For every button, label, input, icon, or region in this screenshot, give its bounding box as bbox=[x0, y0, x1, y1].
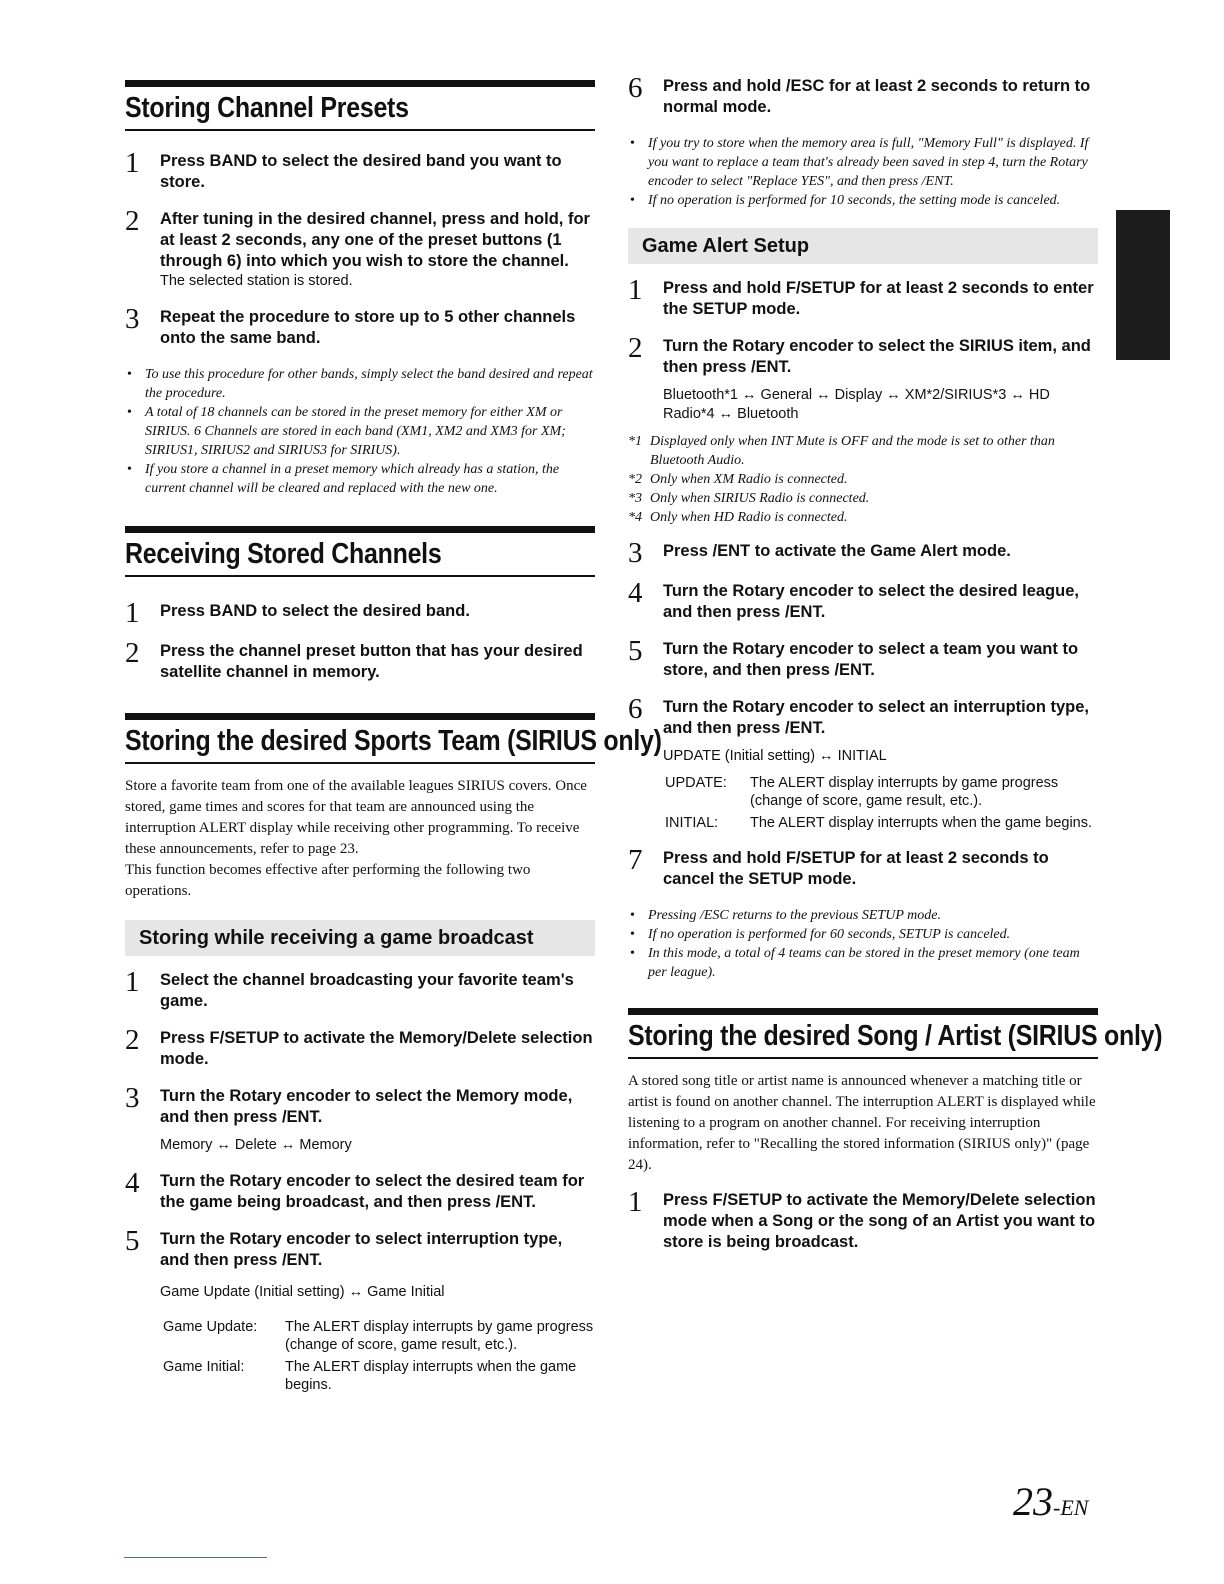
step-item: 4 Turn the Rotary encoder to select the desired team for the game being broadcast, and then press /ENT. bbox=[125, 1167, 585, 1211]
subsection-title: Game Alert Setup bbox=[628, 228, 1098, 264]
note-item: • Pressing /ESC returns to the previous SETUP mode. bbox=[628, 906, 1098, 925]
step-item: 4 Turn the Rotary encoder to select the desired league, and then press /ENT. bbox=[628, 577, 1079, 621]
section-title: Storing the desired Song / Artist (SIRIUS only) bbox=[628, 1020, 1163, 1052]
left-column bbox=[125, 80, 662, 1394]
page-number: 23-EN bbox=[1013, 1479, 1089, 1524]
step-item: 5 Turn the Rotary encoder to select interruption type, and then press /ENT. Game Update (Initial setting) ↔ Game Initial bbox=[125, 1225, 563, 1300]
note-item: • If no operation is performed for 60 seconds, SETUP is canceled. bbox=[628, 925, 1098, 944]
step-item: 1 Press and hold F/SETUP for at least 2 seconds to enter the SETUP mode. bbox=[628, 274, 1094, 318]
note-item: • If you store a channel in a preset memory which already has a station, the current channel will be cleared and replaced with the new one. bbox=[125, 460, 595, 498]
footnotes: *1 Displayed only when INT Mute is OFF and the mode is set to other than Bluetooth Audio. *2 Only when XM Radio is connected. *3 Only when SIRIUS Radio is connected. *4 Only when HD Radio is connected. bbox=[628, 434, 1055, 525]
note-item: • If no operation is performed for 10 seconds, the setting mode is canceled. bbox=[628, 191, 1098, 210]
note-item: • To use this procedure for other bands, simply select the band desired and repeat the procedure. bbox=[125, 365, 595, 403]
step-item: 7 Press and hold F/SETUP for at least 2 seconds to cancel the SETUP mode. bbox=[628, 844, 1049, 888]
step-item: 2 Turn the Rotary encoder to select the SIRIUS item, and then press /ENT. Bluetooth*1 ↔ General ↔ Display ↔ XM*2/SIRIUS*3 ↔ HD Radio*4 ↔ Bluetooth bbox=[628, 332, 1091, 422]
note-item: • A total of 18 channels can be stored in the preset memory for either XM or SIRIUS. 6 Channels are stored in each band (XM1, XM2 and XM3 for XM; SIRIUS1, SIRIUS2 and SIRIUS3 for SIRIUS). bbox=[125, 403, 595, 460]
section-title: Receiving Stored Channels bbox=[125, 538, 442, 570]
definition-table: Game Update: The ALERT display interrupts by game progress (change of score, game result, etc.). Game Initial: The ALERT display interrupts when the game begins. bbox=[163, 1319, 594, 1393]
step-item: 2 Press the channel preset button that has your desired satellite channel in memory. bbox=[125, 637, 583, 681]
step-item: 6 Press and hold /ESC for at least 2 seconds to return to normal mode. bbox=[628, 72, 1091, 116]
step-item: 1 Press F/SETUP to activate the Memory/Delete selection mode when a Song or the song of an Artist you want to store is being broadcast. bbox=[628, 1186, 1096, 1251]
note-item: • In this mode, a total of 4 teams can be stored in the preset memory (one team per league). bbox=[628, 944, 1098, 982]
notes-list bbox=[628, 134, 1098, 210]
body-paragraph: Store a favorite team from one of the available leagues SIRIUS covers. Once stored, game times and scores for that team are announced using the interruption ALERT display while receiving other programming. To receive these announcements, refer to page 23. bbox=[125, 778, 587, 857]
section-title: Storing the desired Sports Team (SIRIUS only) bbox=[125, 725, 662, 757]
step-item: 2 After tuning in the desired channel, press and hold, for at least 2 seconds, any one of the preset buttons (1 through 6) into which you wish to store the channel. The selected station is stored. bbox=[125, 205, 590, 289]
body-paragraph: This function becomes effective after performing the following two operations. bbox=[125, 862, 531, 899]
body-paragraph: A stored song title or artist name is announced whenever a matching title or artist is found on another channel. The interruption ALERT is displayed while listening to a program on another channel. For receiving interruption information, refer to "Recalling the stored information (SIRIUS only)" (page 24). bbox=[628, 1073, 1096, 1173]
footer-rule bbox=[124, 1557, 267, 1558]
definition-table: UPDATE: The ALERT display interrupts by game progress (change of score, game result, etc.). INITIAL: The ALERT display interrupts when the game begins. bbox=[665, 775, 1093, 831]
step-item: 3 Press /ENT to activate the Game Alert mode. bbox=[628, 537, 1011, 569]
step-item: 1 Select the channel broadcasting your favorite team's game. bbox=[125, 966, 574, 1010]
subsection-title: Storing while receiving a game broadcast bbox=[125, 920, 595, 956]
section-song-artist bbox=[628, 1008, 1163, 1059]
section-receiving-stored-channels bbox=[125, 526, 595, 577]
note-item: • If you try to store when the memory area is full, "Memory Full" is displayed. If you want to replace a team that's already been saved in step 4, turn the Rotary encoder to select "Replace YES", and then press /ENT. bbox=[628, 134, 1098, 191]
step-item: 3 Repeat the procedure to store up to 5 other channels onto the same band. bbox=[125, 303, 576, 347]
step-item: 1 Press BAND to select the desired band you want to store. bbox=[125, 147, 562, 191]
section-sports-team bbox=[125, 713, 662, 764]
step-item: 6 Turn the Rotary encoder to select an interruption type, and then press /ENT. UPDATE (Initial setting) ↔ INITIAL bbox=[628, 693, 1090, 764]
notes-list bbox=[628, 906, 1098, 982]
step-item: 2 Press F/SETUP to activate the Memory/Delete selection mode. bbox=[125, 1024, 593, 1068]
step-item: 5 Turn the Rotary encoder to select a team you want to store, and then press /ENT. bbox=[628, 635, 1079, 679]
notes-list bbox=[125, 365, 595, 498]
section-storing-channel-presets bbox=[125, 80, 595, 131]
step-item: 1 Press BAND to select the desired band. bbox=[125, 597, 470, 629]
right-column bbox=[628, 72, 1163, 1269]
chapter-tab bbox=[1116, 210, 1170, 360]
step-item: 3 Turn the Rotary encoder to select the Memory mode, and then press /ENT. Memory ↔ Delete ↔ Memory bbox=[125, 1082, 573, 1153]
section-title: Storing Channel Presets bbox=[125, 92, 409, 124]
